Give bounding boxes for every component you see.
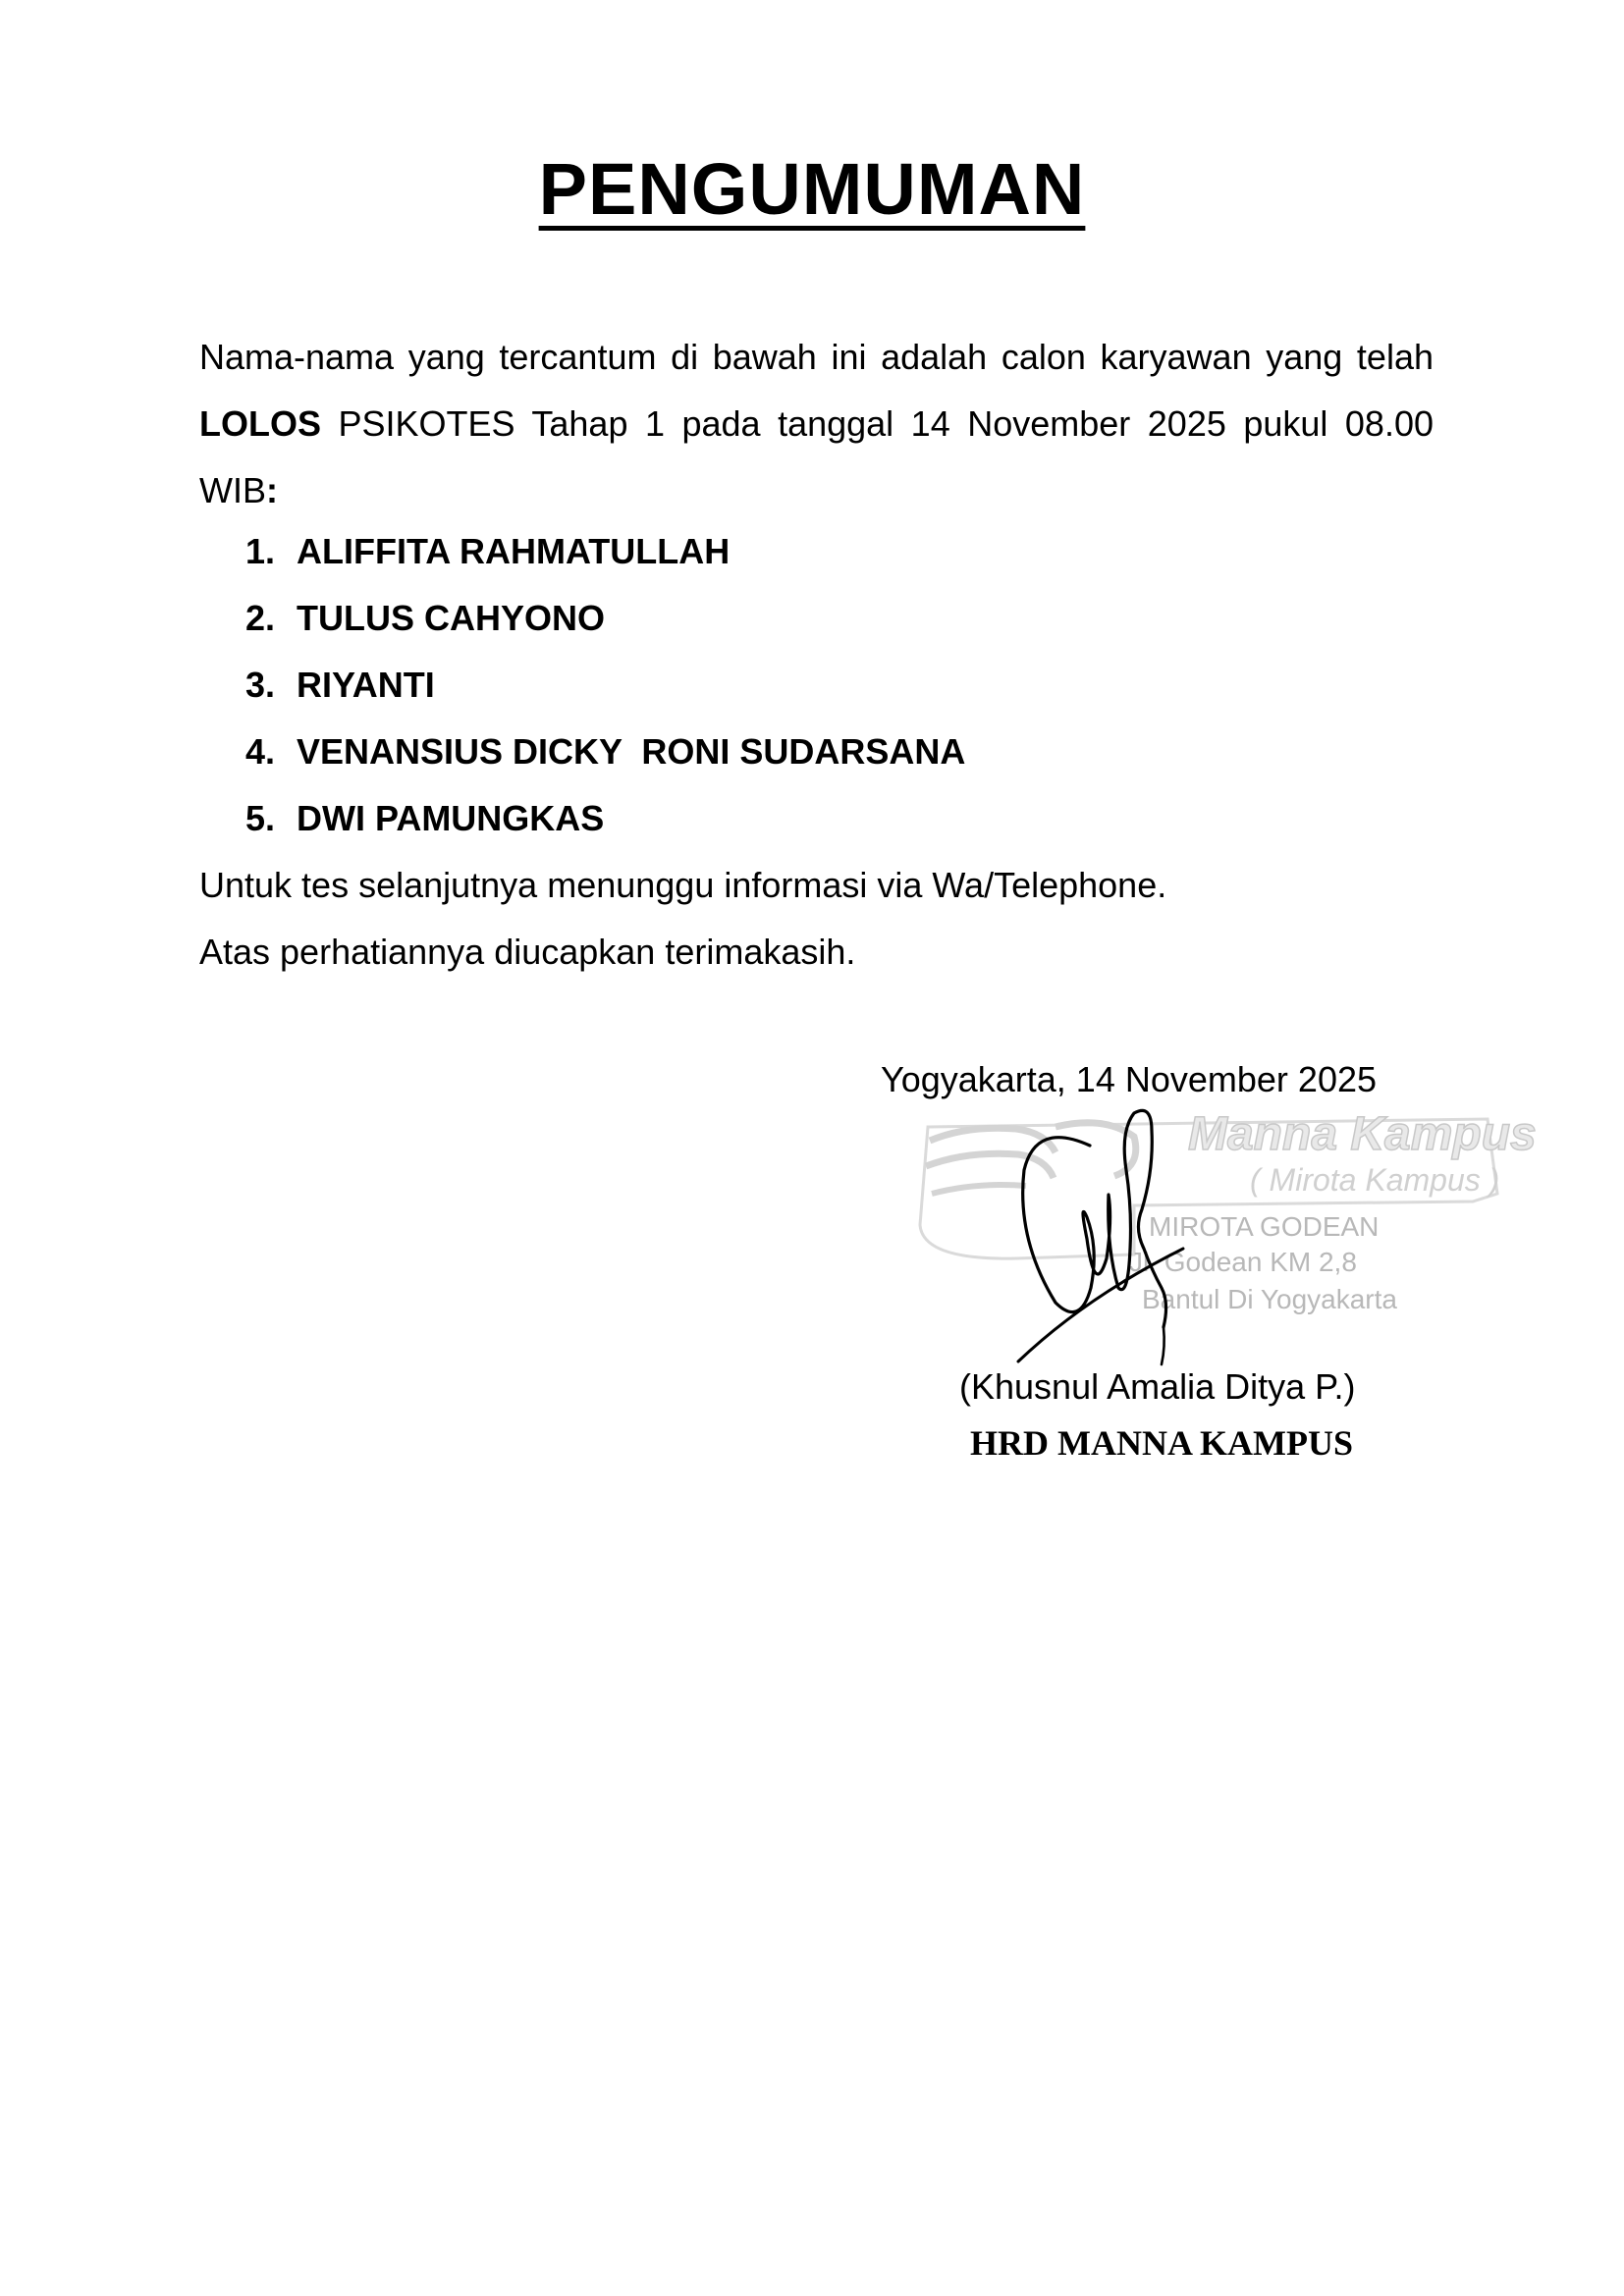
list-item xyxy=(245,585,965,652)
list-item xyxy=(245,518,965,585)
list-number: 2. xyxy=(245,598,276,638)
candidate-list xyxy=(245,518,965,852)
list-number: 4. xyxy=(245,731,276,772)
stamp-subtitle: ( Mirota Kampus ) xyxy=(1250,1162,1500,1198)
page-title: PENGUMUMAN xyxy=(538,148,1086,230)
stamp-line-1: MIROTA GODEAN xyxy=(1149,1211,1380,1242)
stamp-line-2: Jl. Godean KM 2,8 xyxy=(1129,1247,1357,1277)
intro-paragraph xyxy=(199,324,1434,524)
candidate-name: RIYANTI xyxy=(297,665,435,705)
closing-text xyxy=(199,852,1166,986)
closing-line-info: Untuk tes selanjutnya menunggu informasi via Wa/Telephone. xyxy=(199,865,1167,905)
intro-text-after: PSIKOTES Tahap 1 pada tanggal 14 November 2025 pukul 08.00 WIB xyxy=(199,403,1434,510)
stamp-line-3: Bantul Di Yogyakarta xyxy=(1142,1284,1397,1314)
intro-text-before: Nama-nama yang tercantum di bawah ini adalah calon karyawan yang telah xyxy=(199,337,1434,377)
closing-line-thanks: Atas perhatiannya diucapkan terimakasih. xyxy=(199,932,856,972)
signature-icon xyxy=(997,1101,1222,1396)
list-item xyxy=(245,652,965,719)
candidate-name: DWI PAMUNGKAS xyxy=(297,798,605,838)
intro-highlight: LOLOS xyxy=(199,403,321,444)
candidate-name: VENANSIUS DICKY RONI SUDARSANA xyxy=(297,731,966,772)
list-item xyxy=(245,785,965,852)
candidate-name: TULUS CAHYONO xyxy=(297,598,605,638)
place-date: Yogyakarta, 14 November 2025 xyxy=(881,1059,1378,1099)
intro-colon: : xyxy=(266,470,278,510)
list-number: 3. xyxy=(245,665,276,705)
list-number: 5. xyxy=(245,798,276,838)
signer-name: (Khusnul Amalia Ditya P.) xyxy=(959,1366,1356,1407)
signer-title: HRD MANNA KAMPUS xyxy=(970,1423,1353,1463)
list-number: 1. xyxy=(245,531,276,571)
candidate-name: ALIFFITA RAHMATULLAH xyxy=(297,531,731,571)
stamp-brand: Manna Kampus xyxy=(1188,1108,1537,1160)
list-item xyxy=(245,719,965,785)
